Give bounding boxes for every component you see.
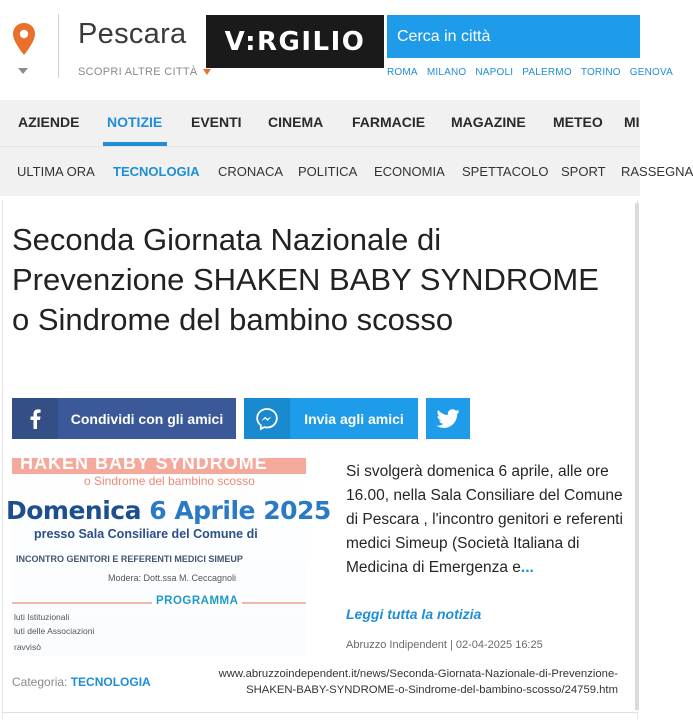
messenger-icon bbox=[244, 398, 290, 439]
excerpt-text: Si svolgerà domenica 6 aprile, alle ore 16.00, nella Sala Consiliare del Comune di Pescara , l'incontro genitori e referenti medici Simeup (Società Italiana di Medicina di Emergenza e bbox=[346, 463, 623, 576]
read-more-link[interactable]: Leggi tutta la notizia bbox=[346, 606, 482, 622]
nav-item-eventi[interactable]: EVENTI bbox=[191, 114, 242, 130]
city-link[interactable]: TORINO bbox=[580, 67, 621, 78]
nav-item-meteo[interactable]: METEO bbox=[553, 114, 603, 130]
nav-item-more[interactable]: MI bbox=[624, 114, 640, 130]
subnav-item-ultima-ora[interactable]: ULTIMA ORA bbox=[17, 164, 95, 179]
poster-date bbox=[6, 496, 331, 525]
nav-item-magazine[interactable]: MAGAZINE bbox=[451, 114, 526, 130]
share-facebook-button[interactable] bbox=[12, 398, 236, 439]
city-link[interactable]: GENOVA bbox=[629, 67, 673, 78]
excerpt-ellipsis: ... bbox=[520, 559, 534, 576]
city-link[interactable]: MILANO bbox=[426, 67, 467, 78]
poster-venue: presso Sala Consiliare del Comune di bbox=[34, 527, 258, 541]
site-header bbox=[0, 0, 673, 100]
share-facebook-label: Condividi con gli amici bbox=[70, 410, 224, 427]
nav-item-cinema[interactable]: CINEMA bbox=[268, 114, 324, 130]
city-link[interactable]: PALERMO bbox=[522, 67, 572, 78]
poster-date-day: Domenica bbox=[6, 496, 141, 525]
article-excerpt bbox=[346, 460, 626, 580]
poster-meeting: INCONTRO GENITORI E REFERENTI MEDICI SIMEUP bbox=[16, 554, 243, 564]
subnav-item-tecnologia[interactable]: TECNOLOGIA bbox=[113, 164, 200, 179]
subnav-item-cronaca[interactable]: CRONACA bbox=[218, 164, 284, 179]
poster-moderator: Modera: Dott.ssa M. Ceccagnoli bbox=[108, 573, 237, 583]
search-input[interactable] bbox=[387, 15, 640, 58]
article-category bbox=[12, 675, 151, 689]
sub-nav bbox=[0, 146, 693, 196]
article-title[interactable]: Seconda Giornata Nazionale di Prevenzione SHAKEN BABY SYNDROME o Sindrome del bambino scosso bbox=[12, 222, 599, 337]
city-link[interactable]: ROMA bbox=[387, 67, 418, 78]
scrollbar-thumb[interactable] bbox=[635, 203, 639, 710]
subnav-item-economia[interactable]: ECONOMIA bbox=[374, 164, 445, 179]
poster-line: luti delle Associazioni bbox=[14, 626, 95, 636]
city-name[interactable]: Pescara bbox=[78, 18, 187, 50]
poster-line: luti Istituzionali bbox=[14, 612, 70, 622]
article-source: Abruzzo Indipendent | 02-04-2025 16:25 bbox=[346, 639, 543, 651]
city-dropdown-caret-icon[interactable] bbox=[18, 68, 28, 74]
article-image[interactable] bbox=[6, 453, 331, 656]
subnav-item-spettacolo[interactable]: SPETTACOLO bbox=[462, 164, 549, 179]
nav-item-aziende[interactable]: AZIENDE bbox=[18, 114, 80, 130]
discover-cities-label: SCOPRI ALTRE CITTÀ bbox=[78, 66, 198, 78]
city-links bbox=[387, 67, 682, 78]
poster-line: ravvisò bbox=[14, 642, 41, 652]
share-messenger-label: Invia agli amici bbox=[304, 410, 404, 427]
poster-band bbox=[12, 453, 306, 474]
nav-item-farmacie[interactable]: FARMACIE bbox=[352, 114, 426, 130]
category-link[interactable]: TECNOLOGIA bbox=[70, 675, 151, 689]
share-messenger-button[interactable] bbox=[244, 398, 418, 439]
main-nav bbox=[0, 100, 640, 146]
nav-item-notizie[interactable]: NOTIZIE bbox=[107, 114, 163, 130]
poster-subtitle: o Sindrome del bambino scosso bbox=[84, 474, 255, 488]
chevron-down-icon bbox=[203, 69, 211, 75]
discover-cities-link[interactable] bbox=[78, 66, 211, 78]
article-url-link[interactable]: www.abruzzoindependent.it/news/Seconda-Giornata-Nazionale-di-Prevenzione-SHAKEN-BABY-SYNDROME-o-Sindrome-del-bambino-scosso/24759.htm bbox=[218, 668, 618, 696]
logo-text: V:RGILIO bbox=[224, 27, 366, 57]
share-twitter-button[interactable] bbox=[426, 398, 470, 439]
twitter-icon bbox=[436, 409, 460, 429]
header-divider bbox=[58, 14, 59, 78]
category-label: Categoria: bbox=[12, 675, 68, 689]
location-pin-icon[interactable] bbox=[12, 22, 36, 56]
poster-program: PROGRAMMA bbox=[152, 595, 242, 607]
poster-band-text: HAKEN BABY SYNDROME bbox=[20, 453, 268, 473]
subnav-item-sport[interactable]: SPORT bbox=[561, 164, 606, 179]
card-bottom-divider bbox=[2, 712, 638, 713]
poster-date-main: 6 Aprile 2025 bbox=[149, 496, 331, 525]
subnav-item-politica[interactable]: POLITICA bbox=[298, 164, 358, 179]
facebook-icon bbox=[12, 398, 58, 439]
city-link[interactable]: NAPOLI bbox=[475, 67, 514, 78]
virgilio-logo[interactable] bbox=[206, 15, 384, 68]
subnav-item-rassegna[interactable]: RASSEGNA bbox=[621, 164, 693, 179]
